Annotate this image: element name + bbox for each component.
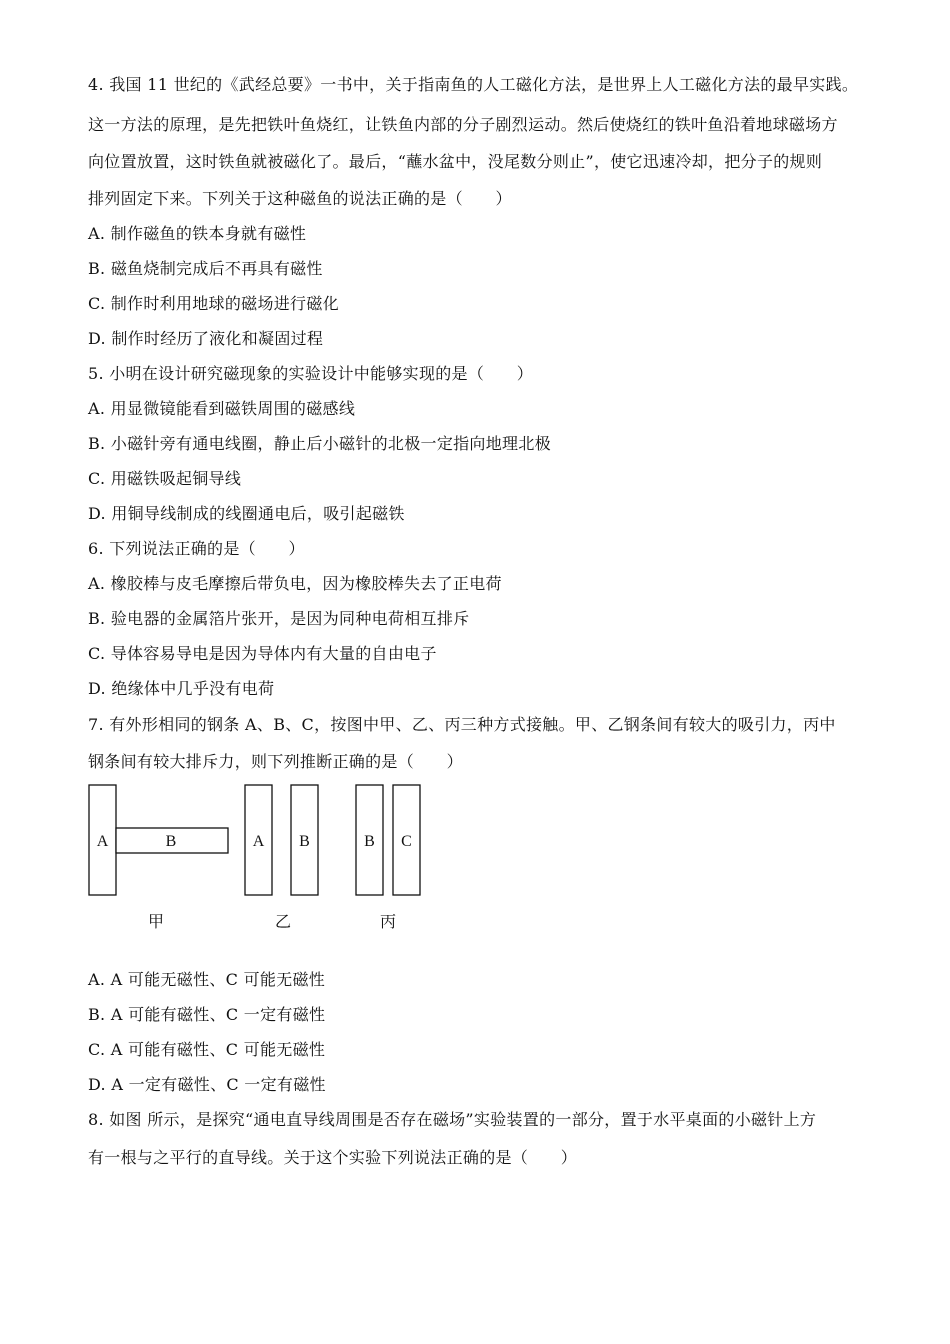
figure-bing xyxy=(356,785,420,931)
q8-stem-line-1: 8. 如图 所示，是探究“通电直导线周围是否存在磁场”实验装置的一部分，置于水平桌面的小磁针上方 xyxy=(88,1110,817,1129)
caption-bing: 丙 xyxy=(379,912,397,931)
q6-stem: 6. 下列说法正确的是（ ） xyxy=(88,539,305,558)
caption-jia: 甲 xyxy=(147,912,165,931)
q4-stem-line-1: 4. 我国 11 世纪的《武经总要》一书中，关于指南鱼的人工磁化方法，是世界上人工磁化方法的最早实践。 xyxy=(88,75,859,94)
figure-jia xyxy=(89,785,228,931)
q7-stem-line-2: 钢条间有较大排斥力，则下列推断正确的是（ ） xyxy=(88,752,463,771)
q6-option-c: C. 导体容易导电是因为导体内有大量的自由电子 xyxy=(88,644,437,663)
q7-option-c: C. A 可能有磁性、C 可能无磁性 xyxy=(88,1040,326,1059)
q4-option-c: C. 制作时利用地球的磁场进行磁化 xyxy=(88,294,339,313)
q5-stem: 5. 小明在设计研究磁现象的实验设计中能够实现的是（ ） xyxy=(88,364,534,383)
steel-bars-figure xyxy=(86,780,446,940)
q4-option-b: B. 磁鱼烧制完成后不再具有磁性 xyxy=(88,259,323,278)
q5-option-a: A. 用显微镜能看到磁铁周围的磁感线 xyxy=(88,399,356,418)
q5-option-c: C. 用磁铁吸起铜导线 xyxy=(88,469,242,488)
q4-option-a: A. 制作磁鱼的铁本身就有磁性 xyxy=(88,224,307,243)
label-c-bing: C xyxy=(401,833,412,850)
q5-option-b: B. 小磁针旁有通电线圈，静止后小磁针的北极一定指向地理北极 xyxy=(88,434,551,453)
label-b-bing: B xyxy=(364,833,375,850)
q6-option-d: D. 绝缘体中几乎没有电荷 xyxy=(88,679,275,698)
q7-option-a: A. A 可能无磁性、C 可能无磁性 xyxy=(88,970,326,989)
q8-stem-line-2: 有一根与之平行的直导线。关于这个实验下列说法正确的是（ ） xyxy=(88,1148,578,1167)
q6-option-a: A. 橡胶棒与皮毛摩擦后带负电，因为橡胶棒失去了正电荷 xyxy=(88,574,502,593)
label-a-yi: A xyxy=(252,833,265,850)
label-b-jia: B xyxy=(165,833,177,850)
label-b-yi: B xyxy=(299,833,310,850)
q4-option-d: D. 制作时经历了液化和凝固过程 xyxy=(88,329,324,348)
q4-stem-line-3: 向位置放置，这时铁鱼就被磁化了。最后，“蘸水盆中，没尾数分则止”，使它迅速冷却，把分子的规则 xyxy=(88,152,823,171)
label-a-jia: A xyxy=(96,833,109,850)
q7-option-d: D. A 一定有磁性、C 一定有磁性 xyxy=(88,1075,326,1094)
q7-stem-line-1: 7. 有外形相同的钢条 A、B、C，按图中甲、乙、丙三种方式接触。甲、乙钢条间有较大的吸引力，丙中 xyxy=(88,715,836,734)
q7-option-b: B. A 可能有磁性、C 一定有磁性 xyxy=(88,1005,326,1024)
q4-stem-line-2: 这一方法的原理，是先把铁叶鱼烧红，让铁鱼内部的分子剧烈运动。然后使烧红的铁叶鱼沿着地球磁场方 xyxy=(88,115,838,134)
q5-option-d: D. 用铜导线制成的线圈通电后，吸引起磁铁 xyxy=(88,504,405,523)
caption-yi: 乙 xyxy=(274,912,292,931)
q6-option-b: B. 验电器的金属箔片张开，是因为同种电荷相互排斥 xyxy=(88,609,470,628)
q4-stem-line-4: 排列固定下来。下列关于这种磁鱼的说法正确的是（ ） xyxy=(88,189,512,208)
figure-yi xyxy=(245,785,318,931)
